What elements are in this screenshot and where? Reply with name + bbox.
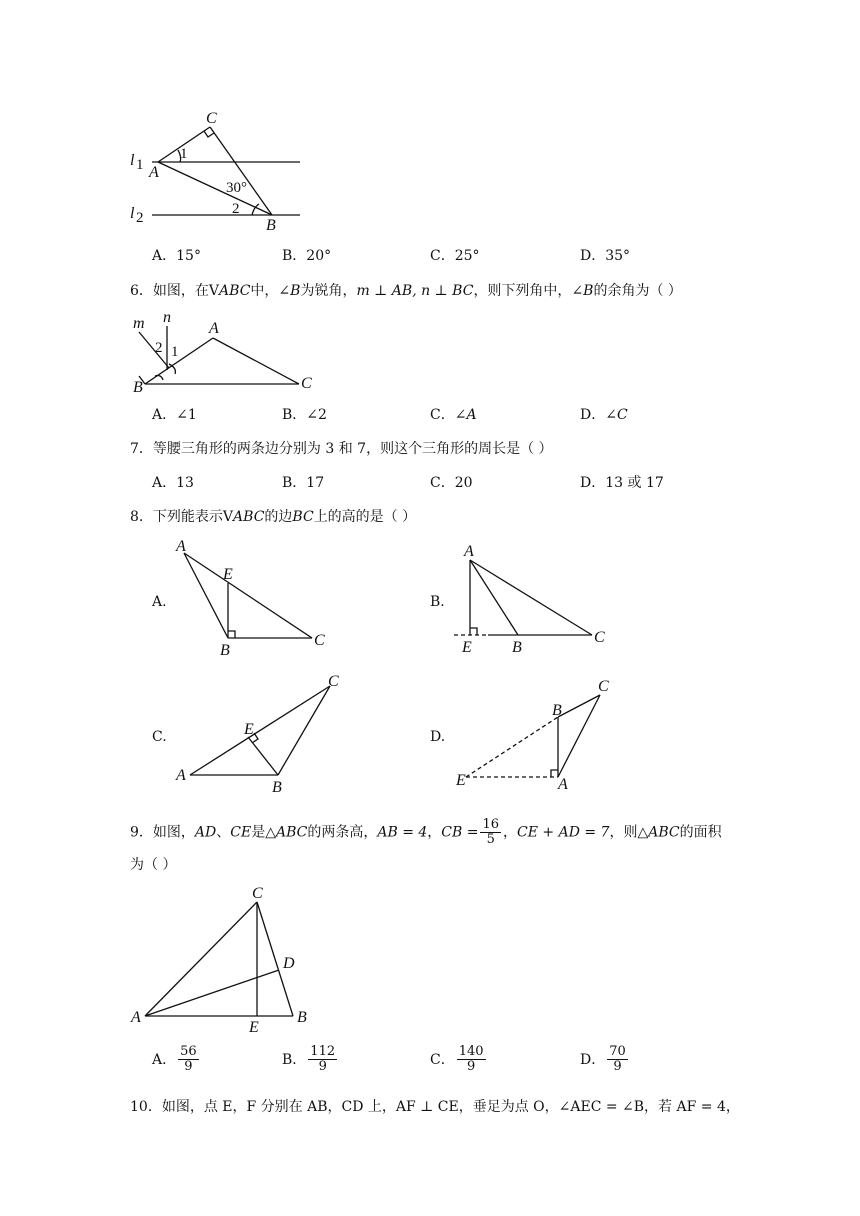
q6-option-d[interactable]: D．∠C [580,407,628,423]
q8a-label-E: E [223,566,233,583]
q5-label-l1: l [130,152,135,169]
q8-stem: 8．下列能表示VABC的边BC上的高的是（ ） [130,509,417,525]
q6-stem: 6．如图，在VABC中，∠B为锐角，m ⊥ AB, n ⊥ BC，则下列角中，∠B的余角为（ ） [130,283,682,299]
q5-figure [120,105,320,235]
q9-stem-line1: 9．如图，AD、CE是△ABC的两条高，AB = 4，CB = $\frac{16}{5}$ ，CE + AD = 7，则△ABC的面积 [130,817,722,847]
q6-label-m: m [133,315,145,332]
q6-option-c[interactable]: C．∠A [430,407,477,423]
q6-angle-2: 2 [155,340,163,356]
q5-label-l2-sub: 2 [136,210,144,226]
q5-label-C: C [206,110,217,127]
q9-label-C: C [252,885,263,902]
q7-option-c[interactable]: C．20 [430,475,473,491]
q5-angle-2: 2 [232,201,240,217]
q9-option-d[interactable]: D． $\frac{70}{9}$ [580,1044,626,1074]
q8-option-d-key[interactable]: D. [430,729,446,745]
q8a-label-C: C [314,632,325,649]
q5-label-A: A [149,164,159,181]
q10-stem: 10．如图，点 E，F 分别在 AB，CD 上，AF ⊥ CE，垂足为点 O，∠AEC = ∠B，若 AF = 4， [130,1099,740,1115]
q6-label-A: A [209,320,219,337]
q6-label-B: B [133,379,143,396]
q5-option-d[interactable]: D．35° [580,248,631,264]
q6-option-b[interactable]: B．∠2 [282,407,327,423]
q5-option-b[interactable]: B．20° [282,248,332,264]
q7-option-d[interactable]: D．13 或 17 [580,475,664,491]
q5-angle-30: 30° [226,180,247,196]
q8c-label-E: E [244,721,254,738]
q8d-label-E: E [456,772,466,789]
q9-label-E: E [249,1019,259,1036]
q8-option-b-key[interactable]: B. [430,594,445,610]
q6-label-C: C [301,375,312,392]
q7-stem: 7．等腰三角形的两条边分别为 3 和 7，则这个三角形的周长是（ ） [130,441,553,457]
q5-option-c[interactable]: C．25° [430,248,480,264]
q8b-label-E: E [462,639,472,656]
q8b-label-A: A [464,543,474,560]
q9-option-a[interactable]: A． $\frac{56}{9}$ [152,1044,197,1074]
q8-option-d-figure[interactable] [448,675,623,795]
q8b-label-C: C [594,629,605,646]
q8d-label-A: A [558,776,568,793]
q5-label-l1-sub: 1 [136,157,144,173]
q8-option-a-key[interactable]: A. [152,594,167,610]
q5-option-a[interactable]: A．15° [152,248,201,264]
q9-option-b[interactable]: B． $\frac{112}{9}$ [282,1044,336,1074]
q9-option-c[interactable]: C． $\frac{140}{9}$ [430,1044,484,1074]
q7-option-b[interactable]: B．17 [282,475,325,491]
q8a-label-B: B [220,642,230,659]
q8d-label-C: C [598,678,609,695]
q8-option-b-figure[interactable] [448,540,623,660]
q8-option-c-figure[interactable] [170,672,350,797]
q8d-label-B: B [552,702,562,719]
q9-label-D: D [283,955,295,972]
q6-label-n: n [163,309,171,326]
q9-stem-line2: 为（ ） [130,857,177,873]
q6-option-a[interactable]: A．∠1 [152,407,197,423]
q6-angle-1: 1 [171,344,179,360]
q8-option-c-key[interactable]: C. [152,729,167,745]
q9-figure [125,880,325,1040]
q9-cb-fraction: $\frac{16}{5}$ [482,817,500,847]
q9-label-B: B [297,1009,307,1026]
q6-figure [125,308,325,398]
q9-label-A: A [131,1009,141,1026]
q5-label-B: B [266,217,276,234]
q5-angle-1: 1 [180,146,188,162]
q8c-label-B: B [272,779,282,796]
q8c-label-C: C [328,673,339,690]
q5-label-l2: l [130,205,135,222]
q8c-label-A: A [176,767,186,784]
q8a-label-A: A [176,538,186,555]
q8b-label-B: B [512,639,522,656]
q7-option-a[interactable]: A．13 [152,475,194,491]
q8-option-a-figure[interactable] [170,535,340,665]
